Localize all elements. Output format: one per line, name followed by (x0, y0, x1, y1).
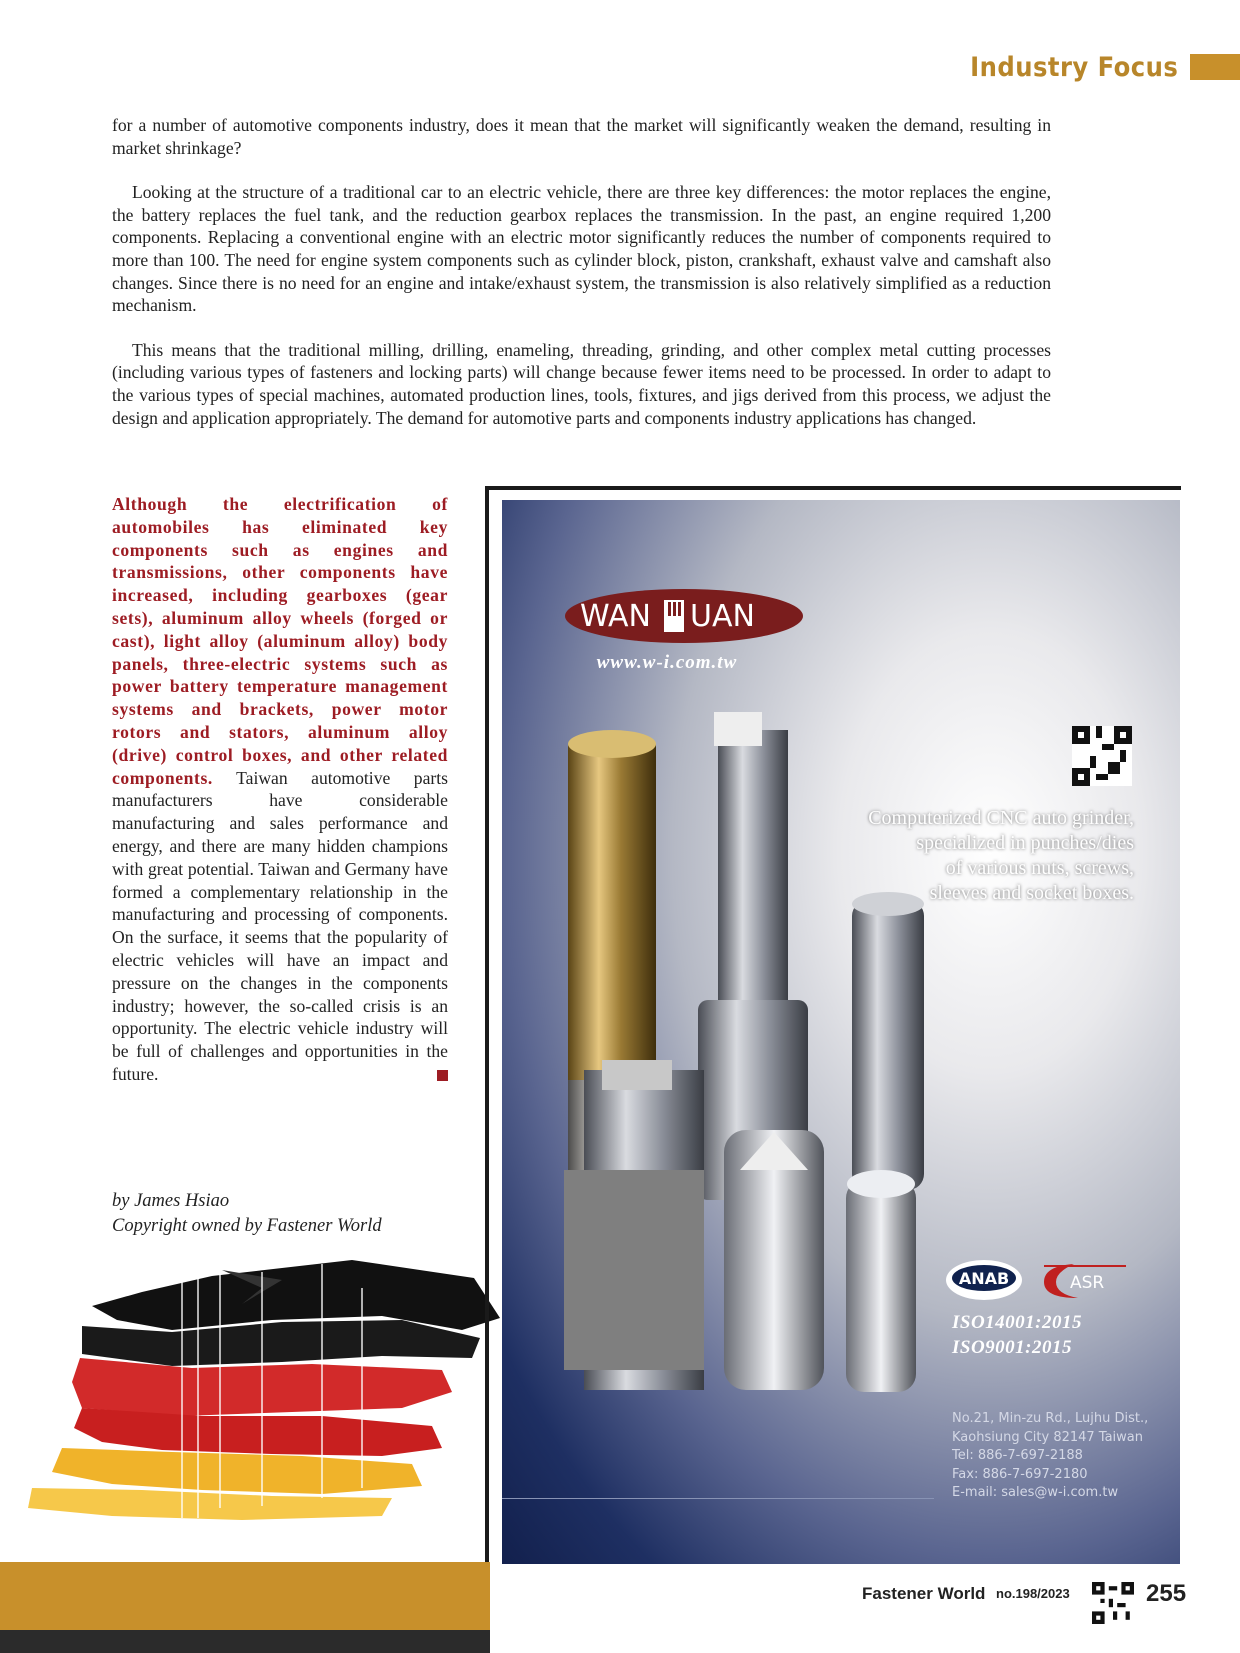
article-body (112, 114, 1051, 451)
tagline-line-2: specialized in punches/dies (916, 832, 1134, 854)
highlight-text: Although the electrification of automobiles has eliminated key components such as engines and transmissions, other components have increased, including gearboxes (gear sets), aluminum alloy wheels (forged or cast), light alloy (aluminum alloy) body panels, three-electric systems such as power battery temperature management systems and brackets, power motor rotors and stators, aluminum alloy (drive) control boxes, and other related components. (112, 494, 448, 788)
page-number: 255 (1146, 1580, 1187, 1607)
footer-issue: no.198/2023 (996, 1586, 1070, 1601)
phone: Tel: 886-7-697-2188 (952, 1448, 1083, 1463)
address-line-2: Kaohsiung City 82147 Taiwan (952, 1429, 1144, 1445)
author: by James Hsiao (112, 1191, 230, 1211)
footer-dark-bar (0, 1630, 490, 1653)
tagline-line-4: sleeves and socket boxes. (929, 882, 1134, 904)
address-line-1: No.21, Min-zu Rd., Lujhu Dist., (952, 1411, 1149, 1426)
iso-9001: ISO9001:2015 (952, 1337, 1073, 1358)
byline (112, 1189, 382, 1239)
paragraph-2: Looking at the structure of a traditional car to an electric vehicle, there are three key differences: the motor replaces the engine, the battery replaces the fuel tank, and the reduction gearbox replaces the transmission. In the past, an engine required 1,200 components. Replacing a conventional engine with an electric motor significantly reduces the number of components required to more than 100. The need for engine system components such as cylinder block, piston, crankshaft, exhaust valve and camshaft also changes. Since there is no need for an engine and intake/exhaust system, the transmission is also relatively simplified as a reduction mechanism. (112, 182, 1051, 316)
email: E-mail: sales@w-i.com.tw (952, 1485, 1119, 1500)
anab-accredited-text: ACCREDITED (967, 1293, 1001, 1299)
section-header (947, 52, 1240, 82)
column-text: Taiwan automotive parts manufacturers have considerable manufacturing and sales performance and energy, and there are many hidden champions with great potential. Taiwan and Germany have formed a complementary relationship in the manufacturing and processing of components. On the surface, it seems that the popularity of electric vehicles will have an impact and pressure on the changes in the components industry; however, the so-called crisis is an opportunity. The electric vehicle industry will be full of challenges and opportunities in the future. (112, 767, 448, 1084)
section-bar (1190, 54, 1240, 80)
certification-logos (944, 1258, 1144, 1304)
asr-logo-text: ASR (1070, 1273, 1105, 1293)
end-mark-icon (437, 1070, 448, 1081)
paragraph-3: This means that the traditional milling, drilling, enameling, threading, grinding, and other complex metal cutting processes (including various types of fasteners and locking parts) will change because fewer items need to be processed. In order to adapt to the various types of special machines, automated production lines, tools, fixtures, and jigs derived from this process, we adjust the design and application appropriately. The demand for automotive parts and components industry applications has changed. (112, 339, 1051, 428)
german-flag-illustration (22, 1258, 500, 1530)
fax: Fax: 886-7-697-2180 (952, 1466, 1088, 1482)
footer-qr-code-icon (1092, 1582, 1134, 1624)
iso-14001: ISO14001:2015 (952, 1312, 1083, 1333)
ad-contact (952, 1410, 1148, 1503)
anab-logo-text: ANAB (958, 1269, 1010, 1288)
ad-frame-top (485, 486, 1181, 490)
wanquan-advertisement (502, 500, 1180, 1564)
paragraph-1: for a number of automotive components industry, does it mean that the market will significantly weaken the demand, resulting in market shrinkage? (112, 115, 1051, 158)
copyright: Copyright owned by Fastener World (112, 1216, 382, 1236)
left-column (112, 493, 448, 1086)
logo-text-left: WAN (580, 599, 651, 634)
punch-die-tools-photo (542, 700, 962, 1420)
footer-gold-bar (0, 1562, 490, 1630)
section-title: Industry Focus (969, 51, 1178, 83)
logo-text-right: UAN (690, 599, 755, 634)
ad-divider (502, 1498, 934, 1499)
qr-code-icon (1072, 726, 1132, 786)
ad-url: www.w-i.com.tw (596, 652, 738, 673)
ad-frame-left (485, 486, 489, 1566)
iso-certifications (952, 1310, 1082, 1360)
wanquan-logo (564, 588, 804, 644)
tagline-line-3: of various nuts, screws, (945, 857, 1134, 879)
tagline-line-1: Computerized CNC auto grinder, (868, 807, 1134, 829)
footer-magazine-name: Fastener World (862, 1584, 986, 1603)
